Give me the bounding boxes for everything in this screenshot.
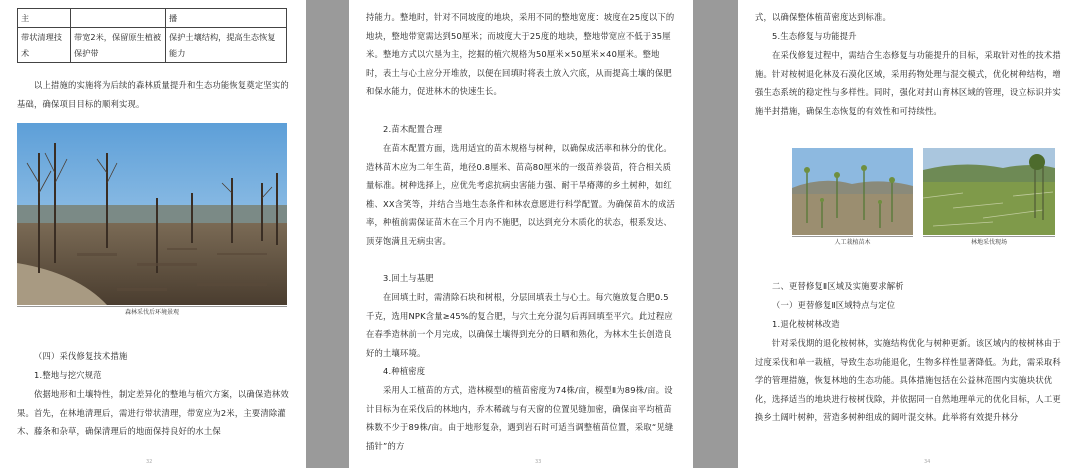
logging-site-image bbox=[923, 148, 1055, 235]
page-number: 33 bbox=[535, 459, 542, 465]
clearcut-forest-photo bbox=[17, 123, 287, 305]
heading: 4.种植密度 bbox=[383, 366, 426, 376]
table-row bbox=[18, 9, 287, 28]
paragraph-intro: 以上措施的实施将为后续的森林质量提升和生态功能恢复奠定坚实的基础，确保项目目标的顺利实现。 bbox=[17, 80, 289, 109]
table-cell-name: 带状清理技术 bbox=[18, 28, 71, 63]
photo-caption: 林地采伐现场 bbox=[923, 236, 1055, 246]
logging-site-photo bbox=[923, 148, 1055, 235]
paragraph: 在回填土时，需清除石块和树根，分层回填表土与心土。每穴施放复合肥0.5千克，选用NPK含量≥45%的复合肥，与穴土充分混匀后再回填至平穴。此过程应在春季造林前一个月完成，以确保土壤得到充分的日晒和熟化，为林木生长创造良好的土壤环境。 bbox=[366, 292, 673, 358]
section-title: （四）采伐修复技术措施 bbox=[34, 351, 128, 361]
planted-seedlings-photo bbox=[792, 148, 913, 235]
heading: 2.苗木配置合理 bbox=[383, 124, 443, 134]
table-row bbox=[18, 28, 287, 63]
table-cell-effect: 保护土壤结构，提高生态恢复能力 bbox=[166, 28, 287, 63]
table-cell: 播 bbox=[166, 9, 287, 28]
technique-table bbox=[17, 8, 287, 63]
paragraph: 式，以确保整体植苗密度达到标准。 bbox=[755, 12, 891, 22]
paragraph: 采用人工植苗的方式，造林模型Ⅰ的植苗密度为74株/亩，模型Ⅱ为89株/亩。设计目标为在采伐后的林地内，乔木稀疏与有天窗的位置见缝加密，确保亩平均植苗株数不少于89株/亩。由于地形复杂，遇到岩石时可适当调整植苗位置，采取“见缝插针”的方 bbox=[366, 385, 674, 451]
table-cell bbox=[71, 9, 166, 28]
page-number: 34 bbox=[924, 459, 931, 465]
paragraph: 在苗木配置方面，选用适宜的苗木规格与树种，以确保成活率和林分的优化。造林苗木应为二年生苗，地径0.8厘米、苗高80厘米的一级苗养袋苗，符合相关质量标准。树种选择上，应优先考虑抗病虫害能力强、耐干旱瘠薄的乡土树种，如红椎、XX含笑等，并结合当地生态条件和林农意愿进行科学配置。为确保苗木的成活率，种植前需保证苗木在三个月内不施肥，以达到充分木质化的状态，根系发达、顶芽饱满且无病虫害。 bbox=[366, 143, 676, 246]
sub-title: 1.整地与挖穴规范 bbox=[34, 370, 102, 380]
document-page-34 bbox=[738, 0, 1080, 468]
document-page-32 bbox=[0, 0, 306, 468]
table-cell: 主 bbox=[18, 9, 71, 28]
section-title: 二、更替修复Ⅱ区域及实施要求解析 bbox=[772, 281, 904, 291]
heading: 1.退化桉树林改造 bbox=[772, 319, 840, 329]
photo-caption: 森林采伐后环境景观 bbox=[17, 306, 287, 316]
heading: 5.生态修复与功能提升 bbox=[772, 31, 857, 41]
table-cell-method: 带宽2米，保留原生植被保护带 bbox=[71, 28, 166, 63]
heading: 3.回土与基肥 bbox=[383, 273, 434, 283]
planted-seedlings-image bbox=[792, 148, 913, 235]
paragraph: 持能力。整地时，针对不同坡度的地块，采用不同的整地宽度：坡度在25度以下的地块，整地带宽需达到50厘米；而坡度大于25度的地块，整地带宽应不低于35厘米。整地方式以穴垦为主，挖掘的植穴规格为50厘米×50厘米×40厘米。整地时，表土与心土应分开堆放，以便在回填时将表土放入穴底，从而提高土壤的保肥和保水能力，促进林木的快速生长。 bbox=[366, 12, 675, 97]
paragraph: 针对采伐期的退化桉树林，实施结构优化与树种更新。该区域内的桉树林由于过度采伐和单一栽植，导致生态功能退化，生物多样性显著降低。为此，需采取科学的管理措施，恢复林地的生态功能。具体措施包括在公益林范围内实施块状优化，选择适当的地块进行桉树伐除，并依据同一自然地理单元的优化目标，人工更换乡土阔叶树种，营造多树种组成的阔叶混交林。此举将有效提升林分 bbox=[755, 338, 1061, 423]
section-subtitle: （一）更替修复Ⅱ区域特点与定位 bbox=[772, 300, 896, 310]
paragraph-body: 依据地形和土壤特性，制定差异化的整地与植穴方案，以确保造林效果。首先，在林地清理后，需进行带状清理，带宽应为2米，主要清除灌木、藤条和杂草，确保清理后的地面保持良好的水土保 bbox=[17, 389, 289, 437]
page-number: 32 bbox=[146, 459, 153, 465]
photo-caption: 人工栽植苗木 bbox=[792, 236, 913, 246]
paragraph: 在采伐修复过程中，需结合生态修复与功能提升的目标，采取针对性的技术措施。针对桉树退化林及石漠化区域，采用药物处理与混交模式，优化树种结构，增强生态系统的稳定性与多样性。同时，强化对封山育林区域的管理，设立标识并实施半封措施，确保生态恢复的有效性和可持续性。 bbox=[755, 50, 1061, 116]
clearcut-forest-image bbox=[17, 123, 287, 305]
document-page-33 bbox=[349, 0, 693, 468]
